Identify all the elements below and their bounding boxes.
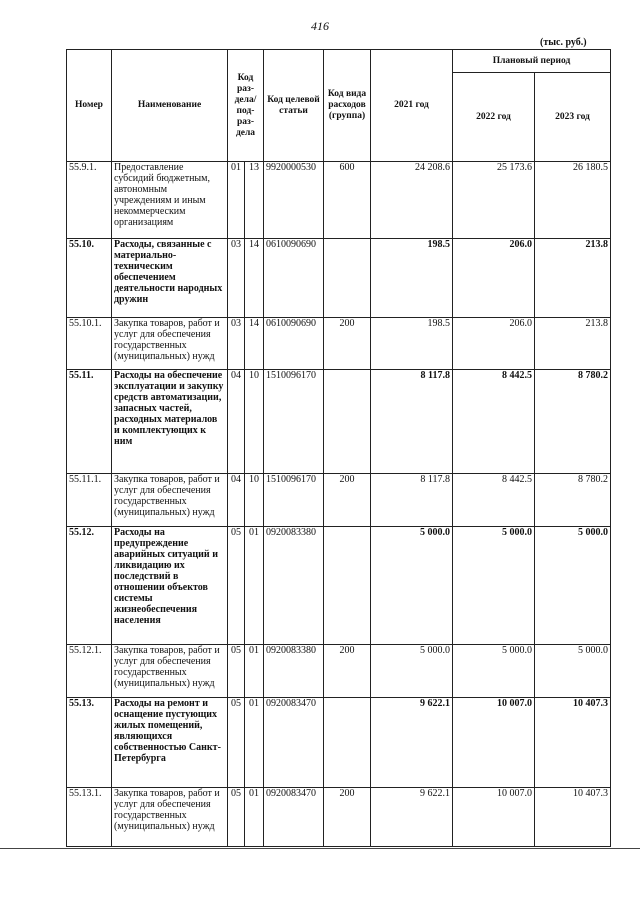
row-section: 04 [228,370,245,474]
row-target-code: 0920083380 [264,527,324,645]
header-plan-period: Плановый период [453,50,611,73]
row-amount-2022: 10 007.0 [453,698,535,788]
row-expense-type: 200 [324,645,371,698]
row-amount-2022: 8 442.5 [453,370,535,474]
header-year-2023: 2023 год [535,73,611,162]
table-row [67,645,611,698]
header-year-2021: 2021 год [371,50,453,162]
row-target-code: 1510096170 [264,370,324,474]
row-target-code: 0920083380 [264,645,324,698]
row-section: 05 [228,788,245,847]
header-target-code: Код целевой статьи [264,50,324,162]
units-label: (тыс. руб.) [540,37,587,48]
row-expense-type [324,698,371,788]
row-number: 55.11.1. [67,474,112,527]
row-section: 03 [228,318,245,370]
row-amount-2022: 206.0 [453,239,535,318]
row-section: 03 [228,239,245,318]
row-amount-2021: 8 117.8 [371,370,453,474]
row-amount-2022: 5 000.0 [453,645,535,698]
row-amount-2021: 24 208.6 [371,162,453,239]
table-body [67,162,611,847]
row-number: 55.10.1. [67,318,112,370]
row-number: 55.13. [67,698,112,788]
row-target-code: 0920083470 [264,788,324,847]
row-subsection: 14 [245,239,264,318]
row-subsection: 01 [245,527,264,645]
row-name: Закупка товаров, работ и услуг для обеспечения государственных (муниципальных) нужд [112,318,228,370]
row-number: 55.13.1. [67,788,112,847]
row-subsection: 01 [245,645,264,698]
row-amount-2022: 25 173.6 [453,162,535,239]
row-amount-2022: 10 007.0 [453,788,535,847]
row-amount-2023: 8 780.2 [535,370,611,474]
row-section: 05 [228,645,245,698]
row-name: Закупка товаров, работ и услуг для обеспечения государственных (муниципальных) нужд [112,474,228,527]
row-target-code: 0610090690 [264,239,324,318]
row-name: Расходы, связанные с материально-техническим обеспечением деятельности народных дружин [112,239,228,318]
row-name: Расходы на предупреждение аварийных ситуаций и ликвидацию их последствий в отношении объектов системы жизнеобеспечения населения [112,527,228,645]
row-expense-type [324,370,371,474]
table-row [67,318,611,370]
row-number: 55.12.1. [67,645,112,698]
row-name: Закупка товаров, работ и услуг для обеспечения государственных (муниципальных) нужд [112,645,228,698]
header-expense-type-code: Код вида расходов (группа) [324,50,371,162]
row-number: 55.10. [67,239,112,318]
row-section: 05 [228,527,245,645]
row-subsection: 14 [245,318,264,370]
row-expense-type [324,527,371,645]
row-amount-2022: 5 000.0 [453,527,535,645]
row-target-code: 0610090690 [264,318,324,370]
row-subsection: 01 [245,788,264,847]
row-amount-2023: 10 407.3 [535,698,611,788]
row-section: 04 [228,474,245,527]
row-amount-2021: 198.5 [371,239,453,318]
row-number: 55.12. [67,527,112,645]
row-subsection: 13 [245,162,264,239]
row-subsection: 10 [245,474,264,527]
row-subsection: 10 [245,370,264,474]
row-target-code: 1510096170 [264,474,324,527]
row-name: Расходы на ремонт и оснащение пустующих жилых помещений, являющихся собственностью Санкт-Петербурга [112,698,228,788]
row-expense-type: 600 [324,162,371,239]
row-amount-2022: 206.0 [453,318,535,370]
table-row [67,527,611,645]
row-amount-2021: 5 000.0 [371,645,453,698]
header-number: Номер [67,50,112,162]
row-name: Предоставление субсидий бюджетным, автономным учреждениям и иным некоммерческим организациям [112,162,228,239]
row-amount-2023: 5 000.0 [535,527,611,645]
row-amount-2022: 8 442.5 [453,474,535,527]
row-amount-2023: 8 780.2 [535,474,611,527]
row-section: 05 [228,698,245,788]
row-target-code: 9920000530 [264,162,324,239]
row-amount-2023: 5 000.0 [535,645,611,698]
header-section-code: Код раз-дела/ под-раз-дела [228,50,264,162]
row-expense-type: 200 [324,474,371,527]
bottom-rule [0,848,640,849]
table-row [67,162,611,239]
row-subsection: 01 [245,698,264,788]
row-amount-2021: 8 117.8 [371,474,453,527]
row-amount-2023: 213.8 [535,239,611,318]
table-row [67,239,611,318]
header-year-2022: 2022 год [453,73,535,162]
table-row [67,370,611,474]
row-target-code: 0920083470 [264,698,324,788]
row-expense-type: 200 [324,318,371,370]
row-name: Закупка товаров, работ и услуг для обеспечения государственных (муниципальных) нужд [112,788,228,847]
row-name: Расходы на обеспечение эксплуатации и закупку средств автоматизации, запасных частей, расходных материалов и комплектующих к ним [112,370,228,474]
row-amount-2023: 10 407.3 [535,788,611,847]
table-row [67,788,611,847]
row-number: 55.9.1. [67,162,112,239]
row-amount-2021: 9 622.1 [371,698,453,788]
row-amount-2023: 26 180.5 [535,162,611,239]
budget-table [66,49,611,847]
row-number: 55.11. [67,370,112,474]
row-section: 01 [228,162,245,239]
table-row [67,474,611,527]
row-amount-2021: 198.5 [371,318,453,370]
row-amount-2023: 213.8 [535,318,611,370]
page-number: 416 [311,19,329,33]
row-expense-type [324,239,371,318]
row-amount-2021: 5 000.0 [371,527,453,645]
row-expense-type: 200 [324,788,371,847]
row-amount-2021: 9 622.1 [371,788,453,847]
table-row [67,698,611,788]
header-name: Наименование [112,50,228,162]
